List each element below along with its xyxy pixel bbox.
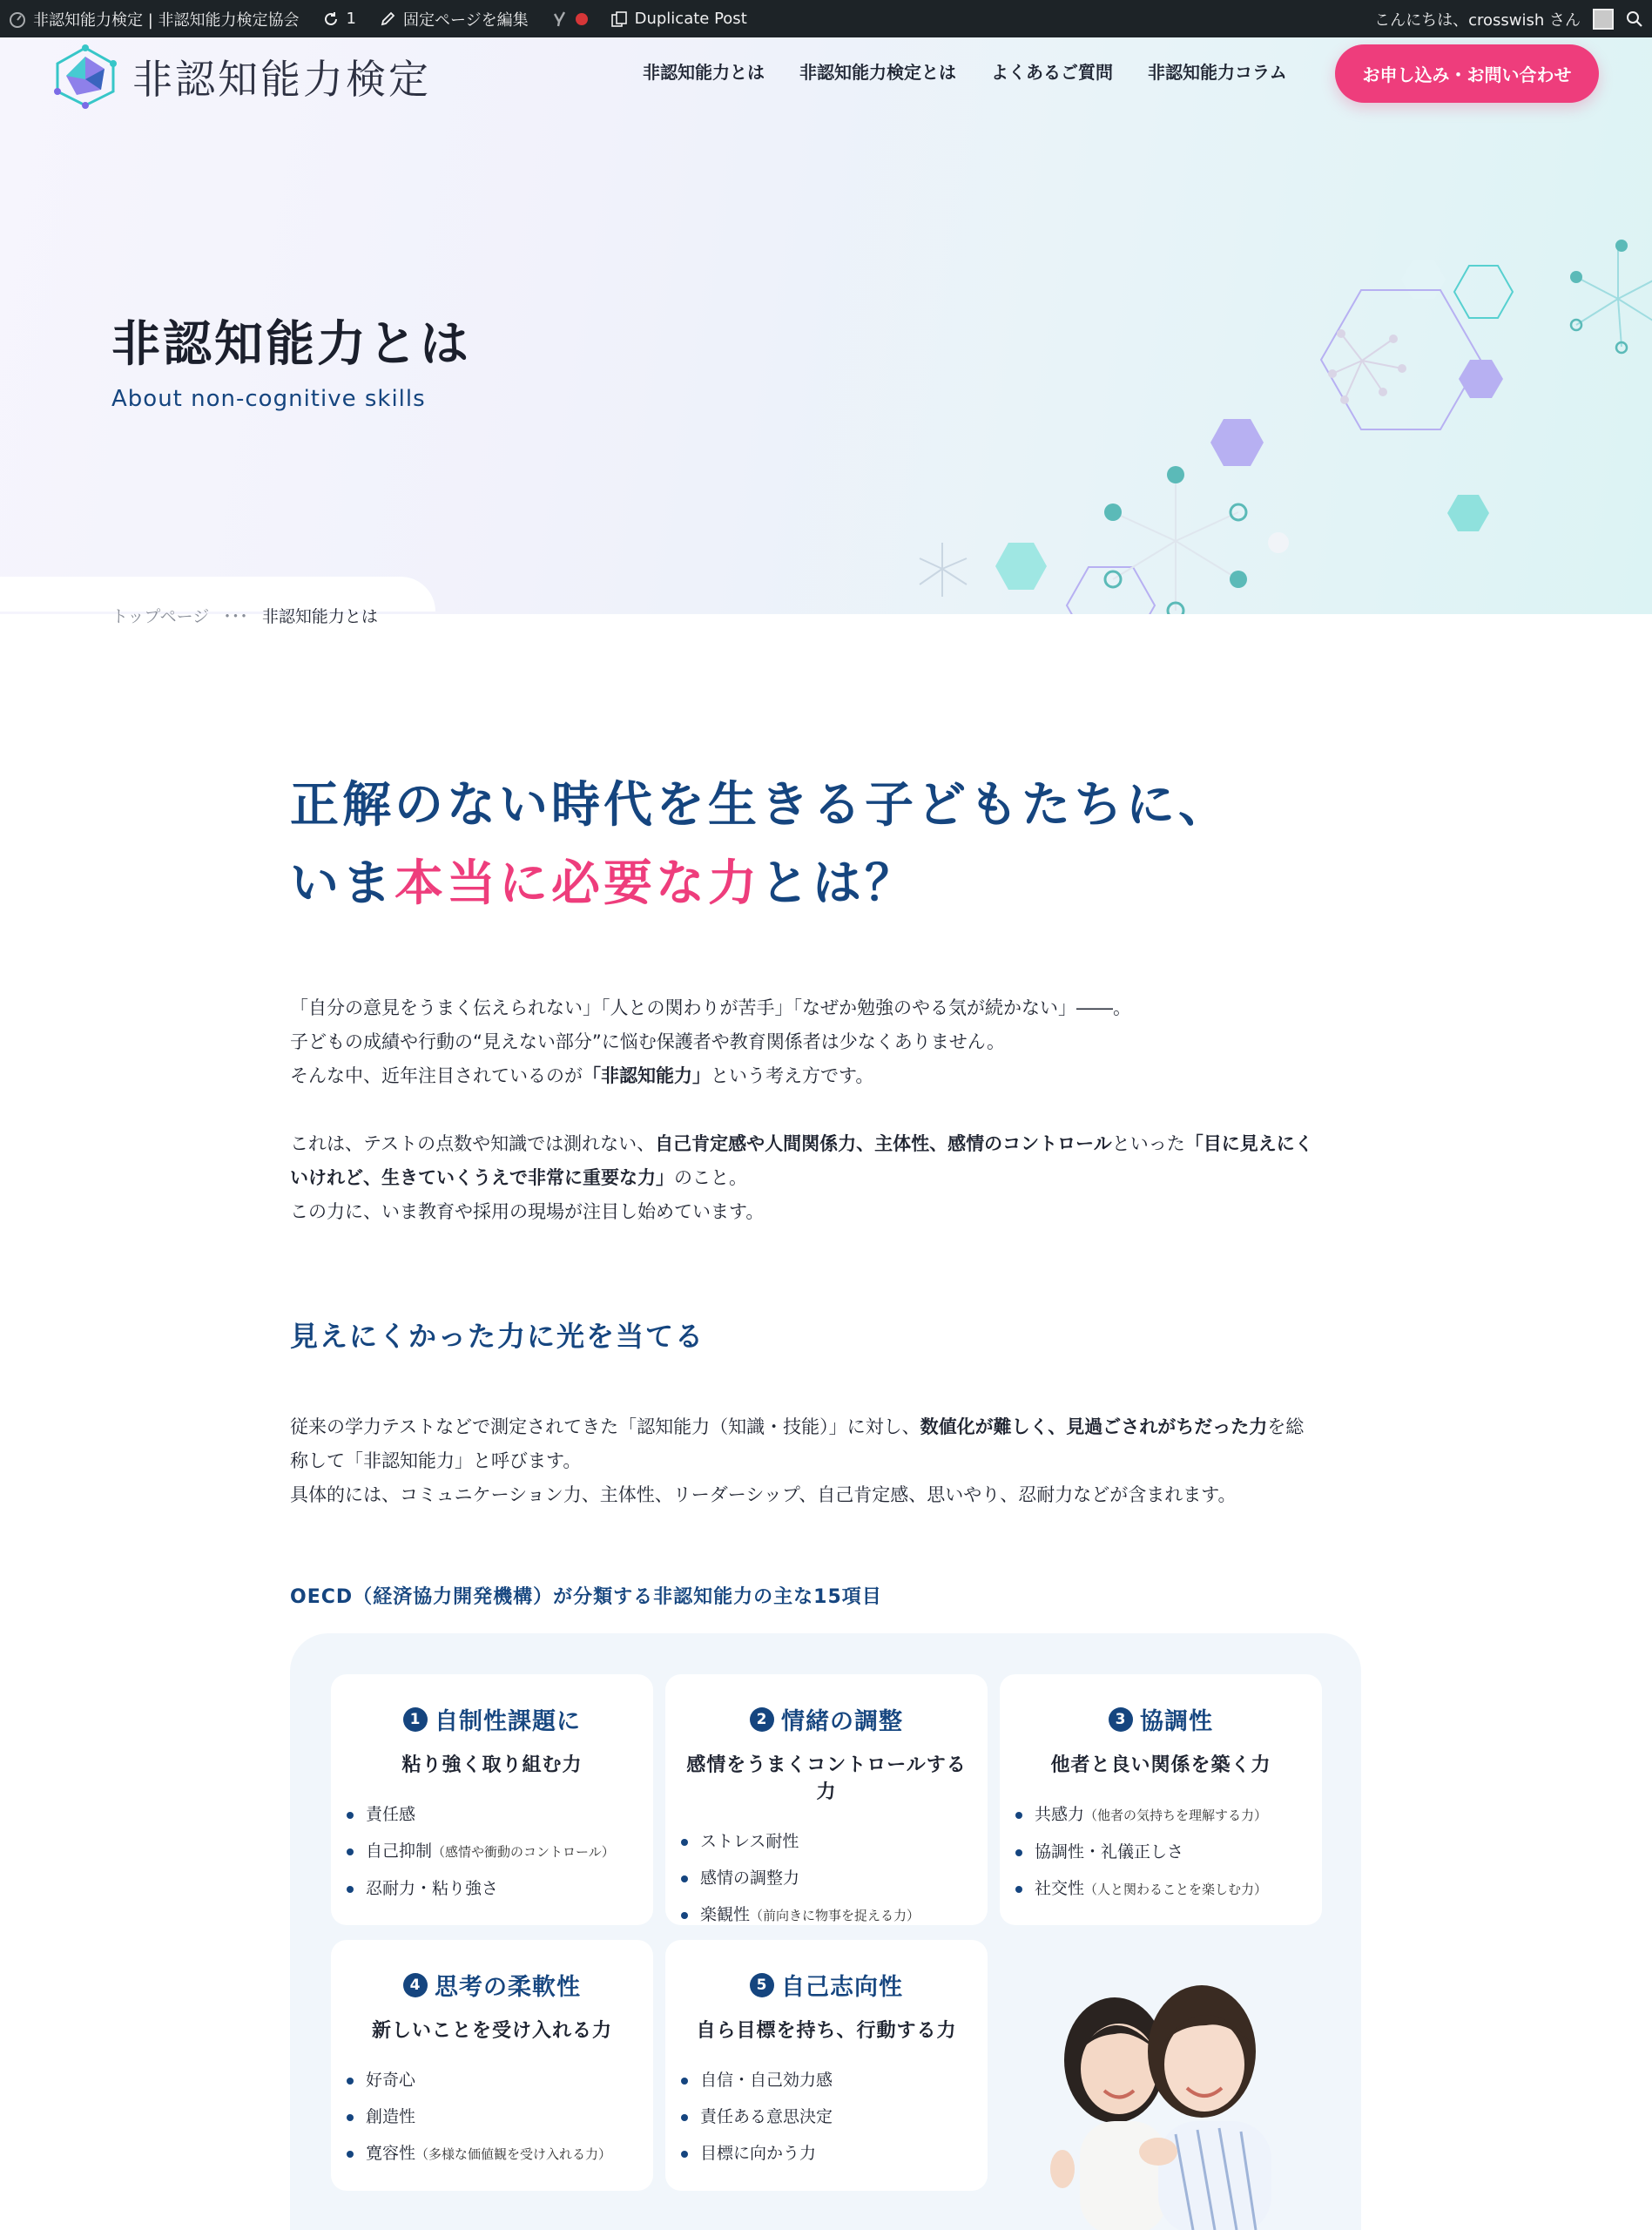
list-item: [681, 1896, 972, 1934]
lead-line-2-post: とは？: [760, 855, 917, 912]
site-title: 非認知能力検定 | 非認知能力検定協会: [33, 10, 300, 30]
card-subtitle: 感情をうまくコントロールする力: [686, 1754, 967, 1803]
intro-paragraph-1: [290, 991, 1361, 1093]
list-item: [681, 2135, 972, 2172]
search-icon[interactable]: [1626, 10, 1643, 28]
nav-item-faq[interactable]: よくあるご質問: [991, 62, 1113, 83]
intro-text: これは、テストの点数や知識では測れない、: [290, 1133, 656, 1154]
card-title: [681, 1702, 972, 1736]
card-number: 3: [1109, 1707, 1133, 1732]
item-label: 社交性: [1035, 1879, 1085, 1898]
oecd-heading: OECD（経済協力開発機構）が分類する非認知能力の主な15項目: [290, 1586, 882, 1608]
skill-card-2: [665, 1674, 988, 1925]
edit-page-link[interactable]: [379, 8, 529, 30]
my-account-greeting[interactable]: こんにちは、crosswish さん: [1374, 10, 1581, 30]
card-title: [1015, 1702, 1306, 1736]
item-label: 自己抑制: [366, 1841, 433, 1861]
card-subtitle: 自ら目標を持ち、行動する力: [696, 2020, 957, 2042]
item-label: 好奇心: [366, 2071, 416, 2090]
item-label: 責任ある意思決定: [700, 2107, 833, 2126]
logo-mark-icon: [51, 44, 120, 109]
breadcrumb-current: 非認知能力とは: [261, 607, 378, 626]
seo-status-dot-icon: [576, 13, 588, 25]
card-list: [1015, 1796, 1306, 1908]
yoast-icon: [551, 10, 569, 28]
intro-line: [290, 1127, 1361, 1161]
item-label: 目標に向かう力: [700, 2144, 817, 2163]
list-item: [347, 2098, 637, 2135]
section-line: [290, 1410, 1361, 1444]
intro-bold: 「非認知能力」: [583, 1065, 711, 1086]
molecule-decoration: [897, 194, 1652, 614]
item-label: 協調性・礼儀正しさ: [1035, 1842, 1184, 1862]
site-name-link[interactable]: [9, 8, 300, 30]
site-header: [0, 37, 1652, 105]
section-line: 具体的には、コミュニケーション力、主体性、リーダーシップ、自己肯定感、思いやり、忍耐力などが含まれます。: [290, 1484, 1237, 1505]
card-title: [681, 1968, 972, 2002]
list-item: [1015, 1796, 1306, 1834]
section-bold: 数値化が難しく、見過ごされがちだった力: [920, 1416, 1268, 1437]
list-item: [347, 2062, 637, 2098]
card-subtitle: 他者と良い関係を築く力: [1050, 1754, 1271, 1776]
dashboard-icon: [9, 10, 26, 28]
section-text: 従来の学力テストなどで測定されてきた「認知能力（知識・技能）」に対し、: [290, 1416, 920, 1437]
nav-item-about[interactable]: 非認知能力とは: [643, 62, 765, 83]
lead-heading: [290, 767, 1361, 923]
list-item: [347, 1870, 637, 1907]
intro-paragraph-2: [290, 1127, 1361, 1229]
intro-line: [290, 1059, 1361, 1093]
list-item: [681, 1823, 972, 1860]
main-content: [290, 767, 1361, 1609]
avatar[interactable]: [1593, 9, 1614, 30]
item-label: 忍耐力・粘り強さ: [366, 1879, 499, 1898]
page-subtitle: About non-cognitive skills: [111, 386, 426, 412]
list-item: [347, 1833, 637, 1870]
list-item: [1015, 1870, 1306, 1908]
item-note: （前向きに物事を捉える力）: [750, 1908, 920, 1923]
card-title-text: 自己志向性: [781, 1974, 903, 2001]
lead-line-2-pre: いま: [290, 855, 394, 912]
hero-section: [0, 37, 1652, 614]
contact-cta-button[interactable]: お申し込み・お問い合わせ: [1335, 44, 1599, 103]
item-note: （他者の気持ちを理解する力）: [1084, 1808, 1268, 1823]
card-number: 1: [403, 1707, 428, 1732]
section-heading: 見えにくかった力に光を当てる: [290, 1320, 705, 1353]
list-item: [347, 1796, 637, 1833]
pencil-icon: [379, 10, 396, 28]
updates-link[interactable]: [322, 10, 356, 28]
section-paragraph: [290, 1410, 1361, 1512]
nav-item-column[interactable]: 非認知能力コラム: [1148, 62, 1287, 83]
card-list: [347, 2062, 637, 2173]
yoast-menu[interactable]: [551, 10, 588, 28]
nav-item-exam[interactable]: 非認知能力検定とは: [799, 62, 956, 83]
section-text: を総: [1267, 1416, 1305, 1437]
site-logo[interactable]: [51, 44, 431, 109]
logo-text: 非認知能力検定: [132, 56, 431, 103]
breadcrumb-home[interactable]: トップページ: [111, 607, 210, 626]
breadcrumb: [111, 604, 378, 627]
intro-text: という考え方です。: [711, 1065, 874, 1086]
duplicate-post-link[interactable]: [610, 10, 747, 28]
card-list: [347, 1796, 637, 1907]
skill-card-1: [331, 1674, 653, 1925]
intro-bold: 自己肯定感や人間関係力、主体性、感情のコントロール: [655, 1133, 1112, 1154]
global-nav: [643, 58, 1287, 84]
item-label: 責任感: [366, 1805, 416, 1824]
card-list: [681, 2062, 972, 2172]
card-number: 5: [750, 1973, 774, 1997]
duplicate-post-label: Duplicate Post: [634, 10, 747, 28]
list-item: [681, 1860, 972, 1896]
card-title-text: 思考の柔軟性: [435, 1974, 581, 2001]
intro-bold: 「目に見えにく: [1184, 1133, 1313, 1154]
card-title-text: 自制性課題に: [435, 1708, 581, 1735]
item-label: ストレス耐性: [700, 1832, 799, 1851]
intro-text: そんな中、近年注目されているのが: [290, 1065, 583, 1086]
lead-highlight: 本当に必要な力: [394, 855, 760, 912]
item-note: （人と関わることを楽しむ力）: [1084, 1882, 1268, 1897]
list-item: [1015, 1834, 1306, 1870]
item-label: 感情の調整力: [700, 1868, 800, 1888]
card-number: 2: [750, 1707, 774, 1732]
card-subtitle: 粘り強く取り組む力: [401, 1754, 583, 1776]
item-note: （多様な価値観を受け入れる力）: [415, 2146, 612, 2162]
item-label: 自信・自己効力感: [700, 2071, 833, 2090]
wp-admin-bar: [0, 0, 1652, 37]
intro-line: 子どもの成績や行動の“見えない部分”に悩む保護者や教育関係者は少なくありません。: [290, 1031, 1006, 1052]
intro-text: といった: [1111, 1133, 1185, 1154]
skill-card-3: [1000, 1674, 1322, 1925]
section-line: 称して「非認知能力」と呼びます。: [290, 1450, 582, 1471]
intro-line: この力に、いま教育や採用の現場が注目し始めています。: [290, 1201, 765, 1222]
refresh-icon: [322, 10, 340, 28]
lead-line-1: 正解のない時代を生きる子どもたちに、: [290, 777, 1231, 834]
breadcrumb-separator: ･･･: [223, 607, 248, 626]
duplicate-icon: [610, 10, 628, 28]
card-number: 4: [403, 1973, 428, 1997]
updates-count: 1: [346, 10, 356, 28]
item-label: 寛容性: [366, 2144, 416, 2163]
card-title-text: 情緒の調整: [781, 1708, 903, 1735]
card-title: [347, 1702, 637, 1736]
intro-text: のこと。: [674, 1167, 747, 1188]
list-item: [347, 2135, 637, 2173]
card-title-text: 協調性: [1140, 1708, 1213, 1735]
skill-card-5: [665, 1940, 988, 2191]
edit-page-label: 固定ページを編集: [402, 10, 529, 30]
card-list: [681, 1823, 972, 1934]
intro-bold: いけれど、生きていくうえで非常に重要な力」: [290, 1167, 674, 1188]
item-note: （感情や衝動のコントロール）: [432, 1844, 615, 1860]
item-label: 共感力: [1035, 1805, 1085, 1824]
intro-line: 「自分の意見をうまく伝えられない」「人との関わりが苦手」「なぜか勉強のやる気が続かない」――。: [290, 997, 1131, 1018]
children-photo: [1028, 1982, 1324, 2230]
page-title: 非認知能力とは: [111, 316, 471, 373]
skill-card-4: [331, 1940, 653, 2191]
intro-line: [290, 1161, 1361, 1195]
list-item: [681, 2098, 972, 2135]
lead-line-2: [290, 845, 1361, 923]
item-label: 創造性: [366, 2107, 416, 2126]
card-title: [347, 1968, 637, 2002]
list-item: [681, 2062, 972, 2098]
item-label: 楽観性: [700, 1905, 751, 1924]
card-subtitle: 新しいことを受け入れる力: [371, 2020, 612, 2042]
